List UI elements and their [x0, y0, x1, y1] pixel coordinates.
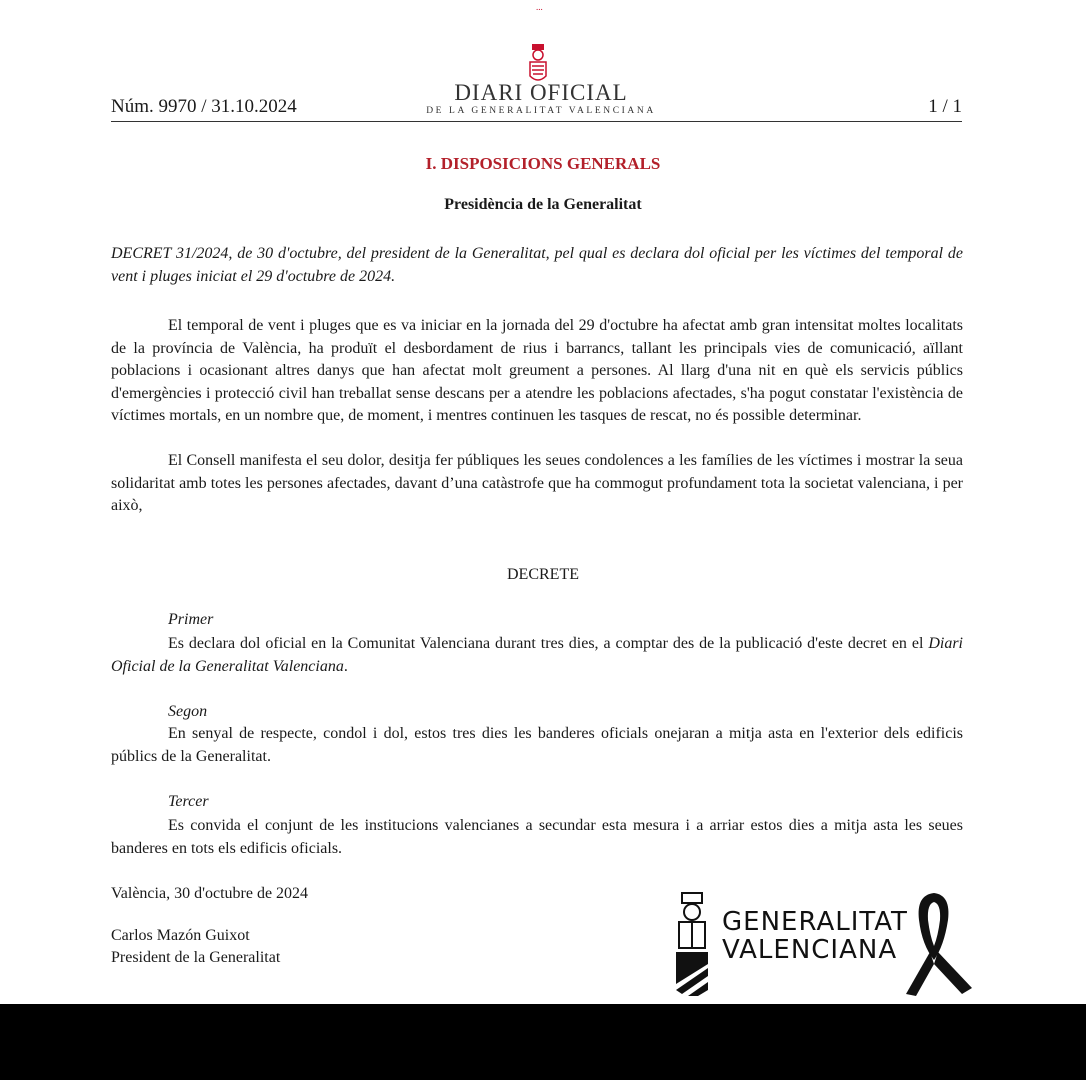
top-crop-mark: ...	[536, 2, 543, 12]
decree-heading: DECRET 31/2024, de 30 d'octubre, del president de la Generalitat, pel qual es declara dol oficial per les víctimes del temporal de vent i pluges iniciat el 29 d'octubre de 2024.	[111, 245, 963, 285]
mourning-ribbon-icon	[906, 893, 972, 996]
signatory-role: President de la Generalitat	[111, 949, 281, 966]
article-1-text-end: .	[343, 657, 348, 675]
page-indicator: 1 / 1	[928, 96, 962, 117]
wordmark-line2: VALENCIANA	[722, 935, 898, 965]
masthead	[426, 80, 656, 117]
article-2-text: En senyal de respecte, condol i dol, estos tres dies les banderes oficials onejaran a mitja asta en l'exterior dels edificis públics de la Generalitat.	[111, 725, 963, 765]
article-2-title: Segon	[168, 703, 208, 720]
signatory-name: Carlos Mazón Guixot	[111, 927, 250, 944]
bottom-black-bar	[0, 1004, 1086, 1080]
masthead-title: DIARI OFICIAL	[454, 80, 628, 105]
article-1-title: Primer	[168, 611, 214, 628]
department-title: Presidència de la Generalitat	[444, 196, 642, 213]
paragraph-2: El Consell manifesta el seu dolor, desitja fer públiques les seues condolences a les famílies de les víctimes i mostrar la seua solidaritat amb totes les persones afectades, davant d’una catàstrofe que ha commogut profundament tota la societat valenciana, i per això,	[111, 452, 963, 514]
article-1-text-journal: Diari Oficial de la Generalitat Valenciana	[111, 635, 963, 675]
masthead-subtitle: DE LA GENERALITAT VALENCIANA	[426, 106, 656, 116]
decrete-label: DECRETE	[507, 566, 579, 583]
section-title: I. DISPOSICIONS GENERALS	[425, 154, 661, 173]
header-divider	[111, 121, 962, 122]
generalitat-wordmark	[722, 908, 908, 964]
place-date: València, 30 d'octubre de 2024	[111, 885, 309, 902]
article-1-text-main: Es declara dol oficial en la Comunitat Valenciana durant tres dies, a comptar des de la publicació d'este decret en el	[168, 635, 929, 652]
paragraph-1: El temporal de vent i pluges que es va iniciar en la jornada del 29 d'octubre ha afectat amb gran intensitat moltes localitats de la província de València, ha produït el desbordament de rius i barrancs, tallant les principals vies de comunicació, aïllant poblacions i ocasionant altres danys que han afectat molt greument a persones. Al llarg d'una nit en què els servicis públics d'emergències i protecció civil han treballat sense descans per a atendre les poblacions afectades, s'ha pogut constatar l'existència de víctimes mortals, en un nombre que, de moment, i mentres continuen les tasques de rescat, no és possible determinar.	[111, 317, 963, 424]
article-1-text	[111, 633, 963, 678]
article-3-title: Tercer	[168, 793, 209, 810]
coat-of-arms-icon	[676, 893, 708, 996]
issue-number-date: Núm. 9970 / 31.10.2024	[111, 96, 297, 117]
article-3-text: Es convida el conjunt de les institucions valencianes a secundar esta mesura i a arriar estos dies a mitja asta les seues banderes en tots els edificis oficials.	[111, 817, 963, 857]
wordmark-line1: GENERALITAT	[722, 907, 908, 937]
